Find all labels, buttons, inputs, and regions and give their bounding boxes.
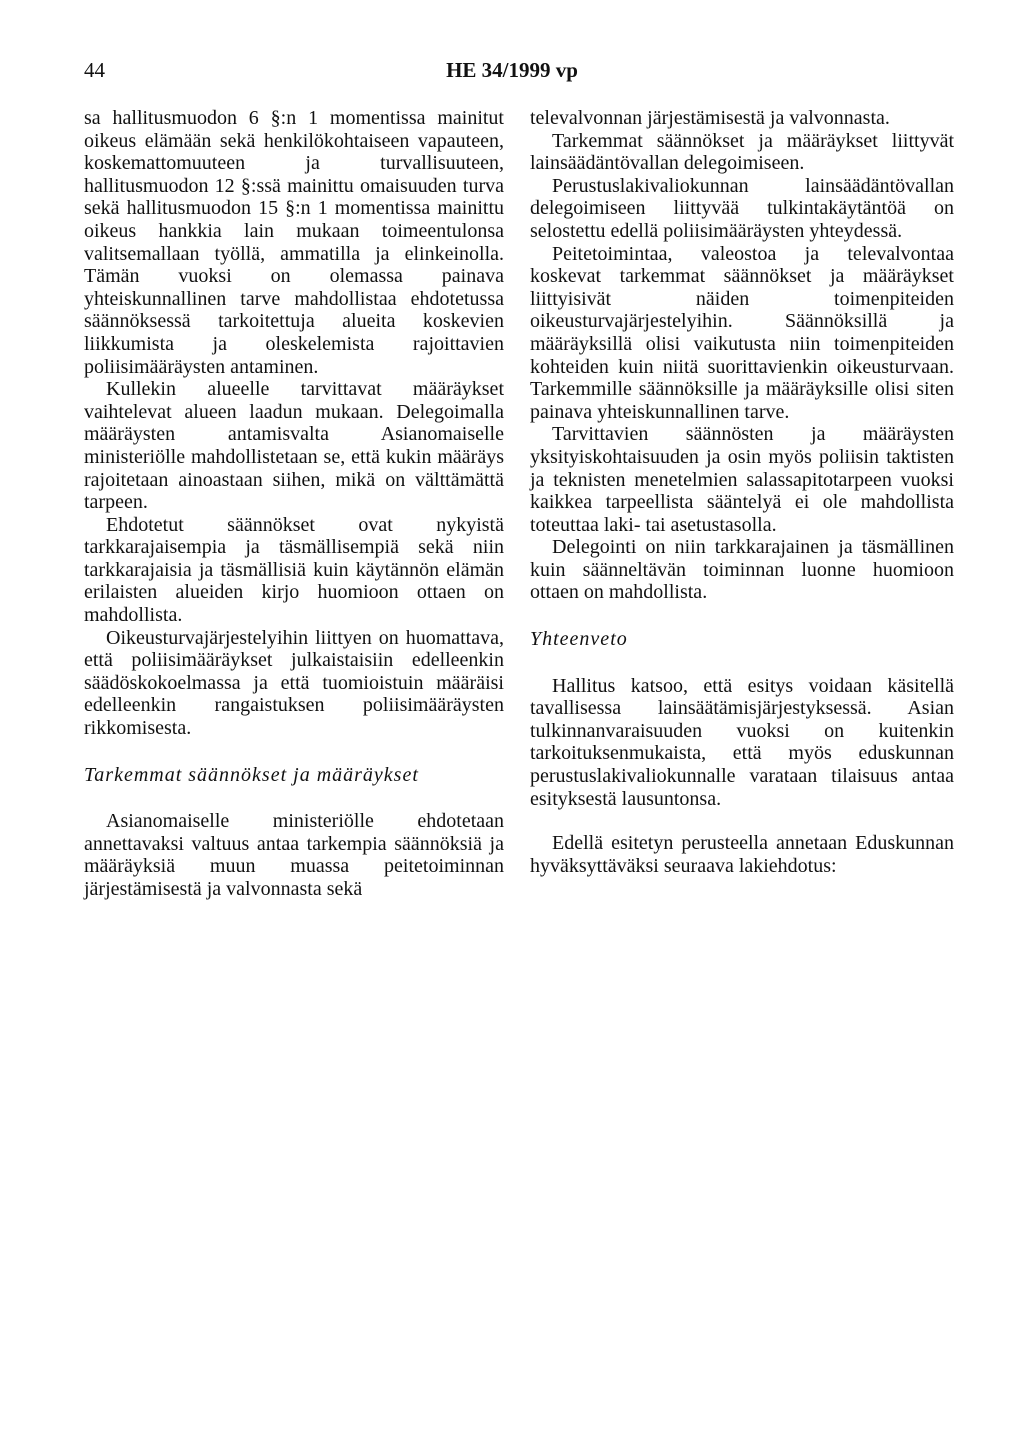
section-heading: Yhteenveto: [530, 628, 628, 651]
running-head: HE 34/1999 vp: [446, 58, 578, 82]
paragraph: televalvonnan järjestämisestä ja valvonnasta.: [530, 107, 890, 129]
right-column: [530, 107, 954, 877]
left-column: [84, 107, 504, 901]
paragraph: Ehdotetut säännökset ovat nykyistä tarkkarajaisempia ja täsmällisempiä sekä niin tarkkarajaisia ja täsmällisiä kuin käytännön elämän erilaisten alueiden kirjo huomioon ottaen on mahdollista.: [84, 513, 504, 627]
page-number: 44: [84, 58, 105, 82]
paragraph: Hallitus katsoo, että esitys voidaan käsitellä tavallisessa lainsäätämisjärjestyksessä. Asian tulkinnanvaraisuuden vuoksi on kuitenkin tarkoituksenmukaista, että myös eduskunnan perustuslakivaliokunnalle varataan tilaisuus antaa esityksestä lausuntonsa.: [530, 674, 954, 810]
paragraph: Peitetoimintaa, valeostoa ja televalvontaa koskevat tarkemmat säännökset ja määräykset liittyisivät näiden toimenpiteiden oikeusturvajärjestelyihin. Säännöksillä ja määräyksillä olisi vaikutusta niin toimenpiteiden kohteiden kuin niitä suorittavienkin oikeusturvaan. Tarkemmille säännöksille ja määräyksille olisi siten painava yhteiskunnallinen tarve.: [530, 242, 954, 423]
section-heading: Tarkemmat säännökset ja määräykset: [84, 763, 419, 786]
paragraph: Oikeusturvajärjestelyihin liittyen on huomattava, että poliisimääräykset julkaistaisiin edelleenkin säädöskokoelmassa ja että tuomioistuin määräisi edelleenkin rangaistuksen poliisimääräysten rikkomisesta.: [84, 626, 504, 740]
paragraph: Kullekin alueelle tarvittavat määräykset vaihtelevat alueen laadun mukaan. Delegoimalla määräysten antamisvalta Asianomaiselle ministeriölle mahdollistetaan se, että kukin määräys rajoitetaan ainoastaan siihen, mikä on välttämättä tarpeen.: [84, 378, 504, 514]
paragraph: sa hallitusmuodon 6 §:n 1 momentissa mainitut oikeus elämään sekä henkilökohtaiseen vapauteen, koskemattomuuteen ja turvallisuuteen, hallitusmuodon 12 §:ssä mainittu omaisuuden turva sekä hallitusmuodon 15 §:n 1 momentissa mainittu oikeus hankkia lain mukaan toimeentulonsa valitsemallaan työllä, ammatilla ja elinkeinolla. Tämän vuoksi on olemassa painava yhteiskunnallinen tarve mahdollistaa ehdotetussa säännöksessä tarkoitettuja alueita koskevien liikkumista ja oleskelemista rajoittavien poliisimääräysten antaminen.: [84, 107, 504, 378]
paragraph: Delegointi on niin tarkkarajainen ja täsmällinen kuin säänneltävän toiminnan luonne huomioon ottaen on mahdollista.: [530, 536, 954, 604]
paragraph: Tarvittavien säännösten ja määräysten yksityiskohtaisuuden ja osin myös poliisin taktisten ja teknisten menetelmien salassapitotarpeen vuoksi kaikkea tarpeellista sääntelyä ei ole mahdollista toteuttaa laki- tai asetustasolla.: [530, 423, 954, 536]
paragraph: Perustuslakivaliokunnan lainsäädäntövallan delegoimiseen liittyvää tulkintakäytäntöä on selostettu edellä poliisimääräysten yhteydessä.: [530, 174, 954, 242]
paragraph: Tarkemmat säännökset ja määräykset liittyvät lainsäädäntövallan delegoimiseen.: [530, 129, 954, 175]
paragraph: Asianomaiselle ministeriölle ehdotetaan annettavaksi valtuus antaa tarkempia säännöksiä ja määräyksiä muun muassa peitetoiminnan järjestämisestä ja valvonnasta sekä: [84, 810, 504, 900]
paragraph: Edellä esitetyn perusteella annetaan Eduskunnan hyväksyttäväksi seuraava lakiehdotus:: [530, 832, 954, 877]
